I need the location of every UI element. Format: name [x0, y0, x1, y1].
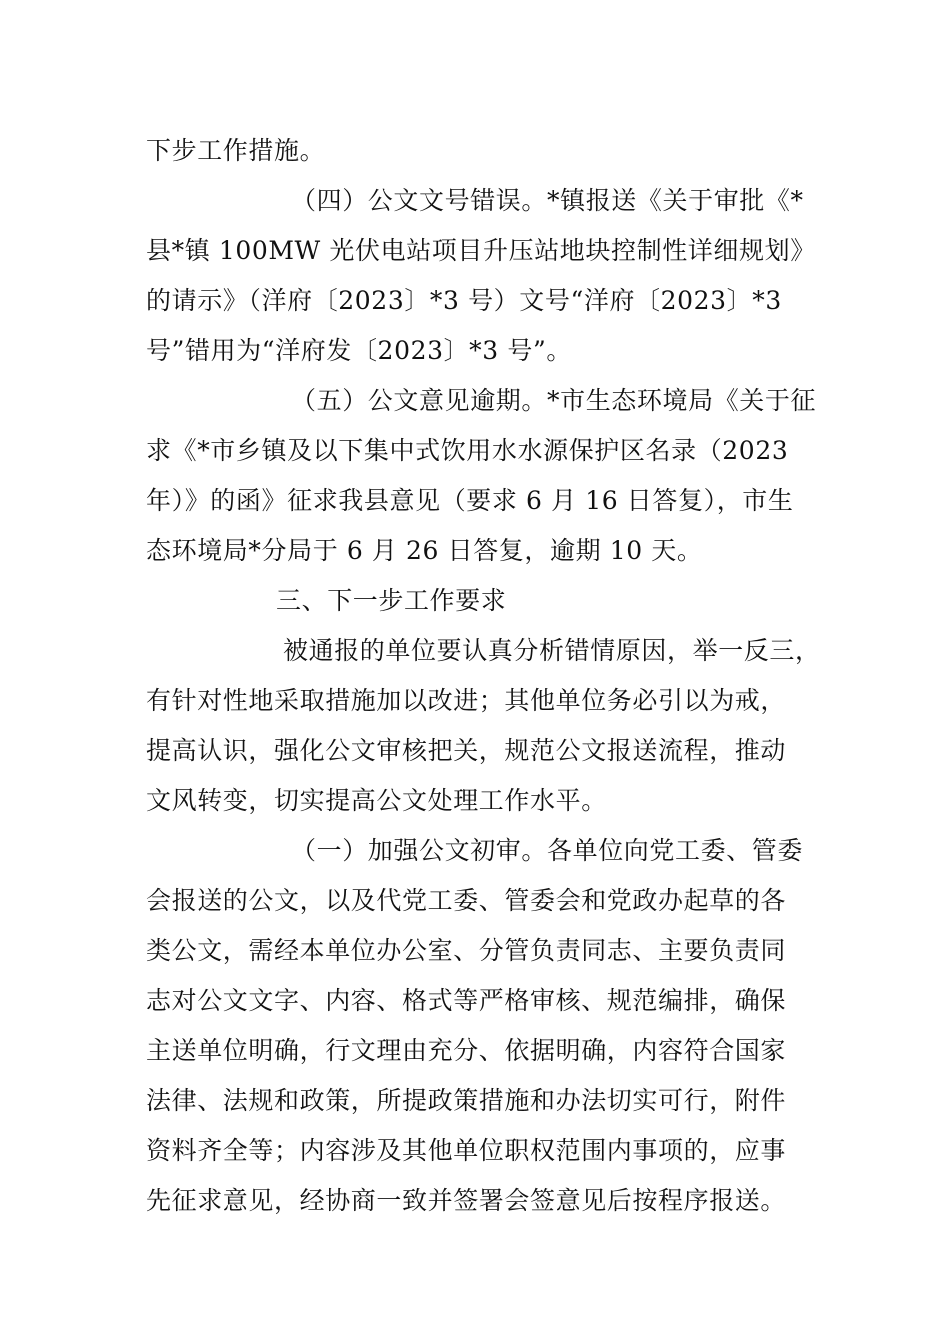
section-five-heading-line: （五）公文意见逾期。*市生态环境局《关于征	[291, 386, 817, 415]
text-line: 资料齐全等；内容涉及其他单位职权范围内事项的，应事	[146, 1136, 787, 1165]
text-line: 号”错用为“洋府发〔2023〕*3 号”。	[146, 336, 572, 365]
text-line: 提高认识，强化公文审核把关，规范公文报送流程，推动	[146, 736, 787, 765]
text-line: 主送单位明确，行文理由充分、依据明确，内容符合国家	[146, 1036, 787, 1065]
paragraph-first-line: 被通报的单位要认真分析错情原因，举一反三，	[283, 636, 821, 665]
text-line: 先征求意见，经协商一致并签署会签意见后按程序报送。	[146, 1186, 787, 1215]
text-line: 类公文，需经本单位办公室、分管负责同志、主要负责同	[146, 936, 787, 965]
text-line: 文风转变，切实提高公文处理工作水平。	[146, 786, 607, 815]
text-line: 法律、法规和政策，所提政策措施和办法切实可行，附件	[146, 1086, 787, 1115]
text-line: 有针对性地采取措施加以改进；其他单位务必引以为戒，	[146, 686, 787, 715]
section-three-heading: 三、下一步工作要求	[276, 586, 507, 615]
text-line: 态环境局*分局于 6 月 26 日答复，逾期 10 天。	[146, 536, 703, 565]
text-line: 的请示》（洋府〔2023〕*3 号）文号“洋府〔2023〕*3	[146, 286, 782, 315]
text-line: 县*镇 100MW 光伏电站项目升压站地块控制性详细规划》	[146, 236, 816, 265]
section-four-heading-line: （四）公文文号错误。*镇报送《关于审批《*	[291, 186, 804, 215]
text-line: 求《*市乡镇及以下集中式饮用水水源保护区名录（2023	[146, 436, 789, 465]
text-line: 志对公文文字、内容、格式等严格审核、规范编排，确保	[146, 986, 787, 1015]
subsection-one-heading-line: （一）加强公文初审。各单位向党工委、管委	[291, 836, 804, 865]
text-line: 下步工作措施。	[146, 136, 326, 165]
text-line: 年）》的函》征求我县意见（要求 6 月 16 日答复），市生	[146, 486, 794, 515]
text-line: 会报送的公文，以及代党工委、管委会和党政办起草的各	[146, 886, 787, 915]
